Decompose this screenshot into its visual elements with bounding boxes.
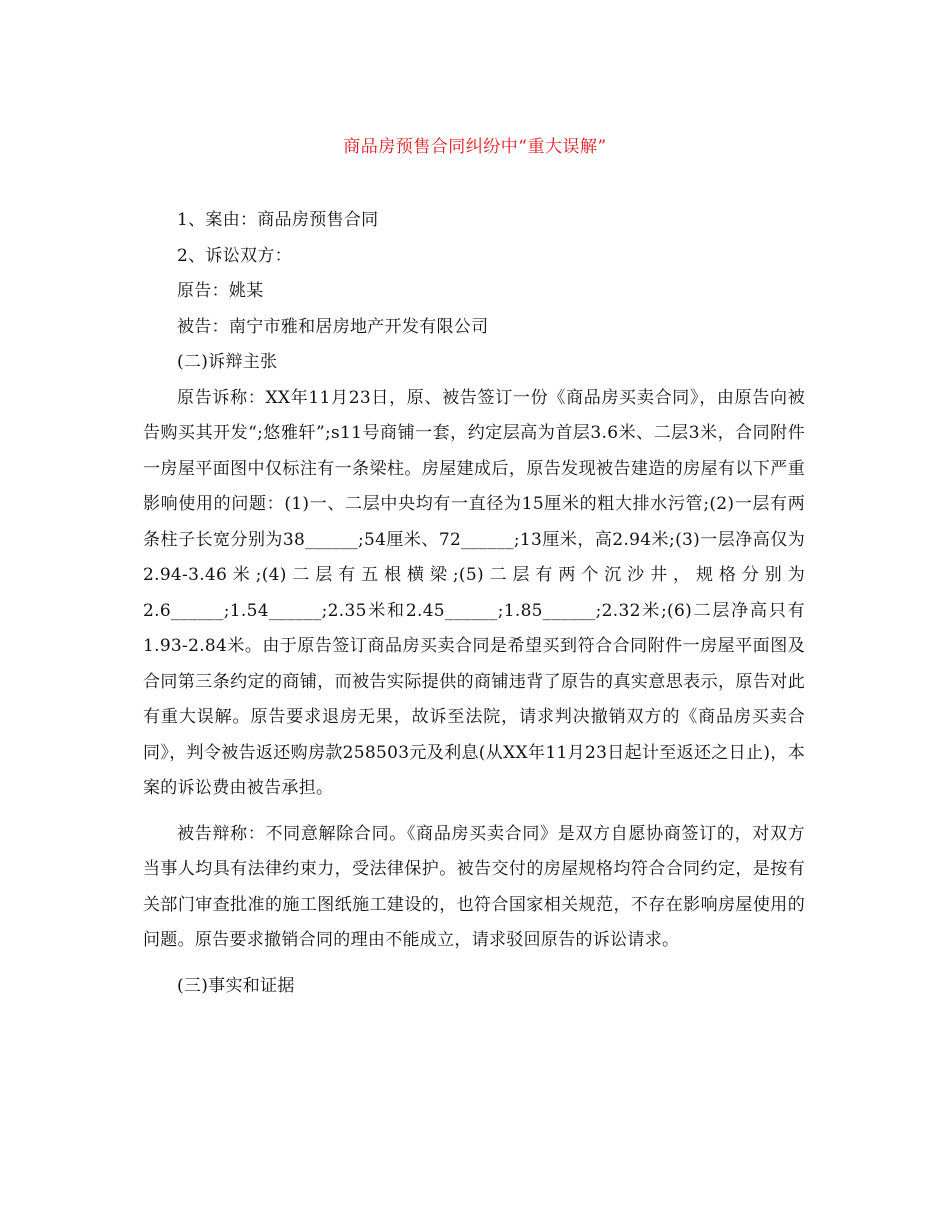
defendant-defense-paragraph: 被告辩称：不同意解除合同。《商品房买卖合同》是双方自愿协商签订的，对双方当事人均具有法律约束力，受法律保护。被告交付的房屋规格均符合合同约定，是按有关部门审查批准的施工图纸施工建设的，也符合国家相关规范，不存在影响房屋使用的问题。原告要求撤销合同的理由不能成立，请求驳回原告的诉讼请求。 xyxy=(143,823,805,950)
defendant-line: 被告：南宁市雅和居房地产开发有限公司 xyxy=(177,316,489,337)
document-title: 商品房预售合同纠纷中“重大误解” xyxy=(343,137,607,157)
litigants-heading: 2、诉讼双方： xyxy=(177,245,292,266)
case-cause-line: 1、案由：商品房预售合同 xyxy=(177,210,379,230)
plaintiff-claim-paragraph: 原告诉称：XX年11月23日，原、被告签订一份《商品房买卖合同》，由原告向被告购买其开发“;悠雅轩”;s11号商铺一套，约定层高为首层3.6米、二层3米，合同附件一房屋平面图中仅标注有一条梁柱。房屋建成后，原告发现被告建造的房屋有以下严重影响使用的问题：(1)一、二层中央均有一直径为15厘米的粗大排水污管;(2)一层有两条柱子长宽分别为38______;54厘米、72______;13厘米，高2.94米;(3)一层净高仅为2.94-3.46米;(4)二层有五根横梁;(5)二层有两个沉沙井，规格分别为2.6______;1.54______;2.35米和2.45______;1.85______;2.32米;(6)二层净高只有1.93-2.84米。由于原告签订商品房买卖合同是希望买到符合合同附件一房屋平面图及合同第三条约定的商铺，而被告实际提供的商铺违背了原告的真实意思表示，原告对此有重大误解。原告要求退房无果，故诉至法院，请求判决撤销双方的《商品房买卖合同》，判令被告返还购房款258503元及利息(从XX年11月23日起计至返还之日止)，本案的诉讼费由被告承担。 xyxy=(143,387,805,798)
claims-section-heading: (二)诉辩主张 xyxy=(177,352,278,372)
plaintiff-line: 原告：姚某 xyxy=(177,281,264,301)
document-body xyxy=(143,203,805,1004)
facts-section-heading: (三)事实和证据 xyxy=(177,975,295,996)
